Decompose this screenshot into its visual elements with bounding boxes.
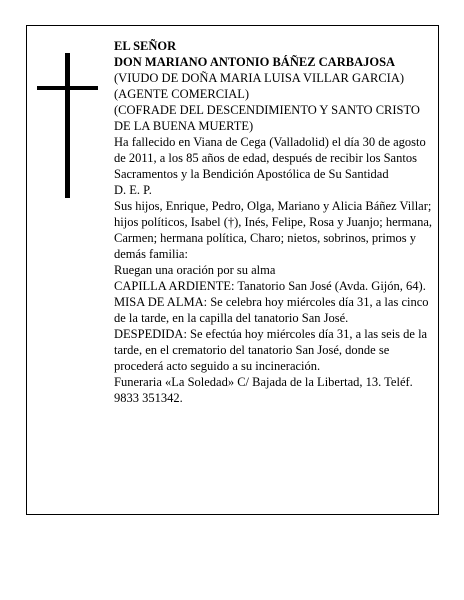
notice-line-chapel: CAPILLA ARDIENTE: Tanatorio San José (Avda. Gijón, 64). bbox=[114, 279, 426, 293]
notice-line-prayer: Ruegan una oración por su alma bbox=[114, 263, 276, 277]
notice-text bbox=[114, 38, 434, 406]
notice-heading-name: DON MARIANO ANTONIO BÁÑEZ CARBAJOSA bbox=[114, 55, 396, 69]
notice-line-widower: (VIUDO DE DOÑA MARIA LUISA VILLAR GARCIA) (AGENTE COMERCIAL) bbox=[114, 71, 405, 101]
notice-line-farewell: DESPEDIDA: Se efectúa hoy miércoles día 31, a las seis de la tarde, en el crematorio del tanatorio San José, donde se procederá acto seguido a su incineración. bbox=[114, 327, 428, 373]
notice-line-death: Ha fallecido en Viana de Cega (Valladolid) el día 30 de agosto de 2011, a los 85 años de edad, después de recibir los Santos Sacramentos y la Bendición Apostólica de Su Santidad bbox=[114, 135, 426, 181]
notice-line-mass: MISA DE ALMA: Se celebra hoy miércoles día 31, a las cinco de la tarde, en la capilla del tanatorio San José. bbox=[114, 295, 429, 325]
notice-line-funeral-home: Funeraria «La Soledad» C/ Bajada de la Libertad, 13. Teléf. 9833 351342. bbox=[114, 375, 413, 405]
obituary-notice bbox=[26, 25, 439, 515]
cross-vertical-bar bbox=[65, 53, 70, 198]
cross-horizontal-bar bbox=[37, 86, 98, 90]
notice-heading-title: EL SEÑOR bbox=[114, 39, 177, 53]
notice-line-brotherhood: (COFRADE DEL DESCENDIMIENTO Y SANTO CRISTO DE LA BUENA MUERTE) bbox=[114, 103, 420, 133]
notice-line-family: Sus hijos, Enrique, Pedro, Olga, Mariano y Alicia Báñez Villar; hijos políticos, Isabel (†), Inés, Felipe, Rosa y Juanjo; hermana, Carmen; hermana política, Charo; nietos, sobrinos, primos y demás familia: bbox=[114, 199, 432, 261]
notice-line-dep: D. E. P. bbox=[114, 183, 152, 197]
